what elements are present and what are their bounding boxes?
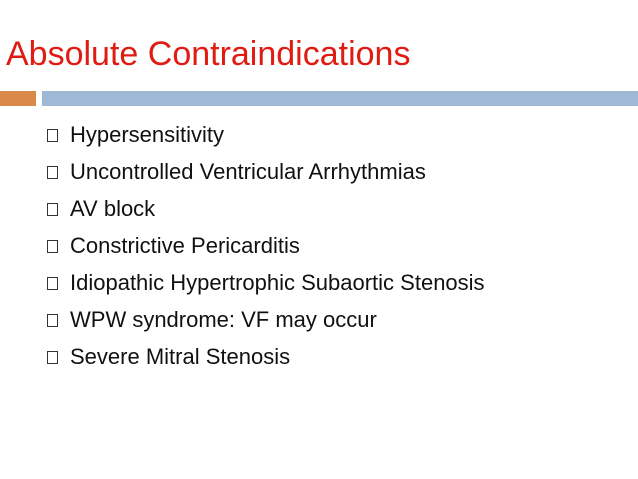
list-item-label: Hypersensitivity <box>70 121 225 147</box>
square-bullet-icon <box>47 351 58 364</box>
square-bullet-icon <box>47 314 58 327</box>
square-bullet-icon <box>47 203 58 216</box>
list-item <box>47 264 485 301</box>
bullet-list <box>47 116 485 375</box>
list-item-label: AV block <box>70 195 156 221</box>
slide-title: Absolute Contraindications <box>6 35 411 73</box>
square-bullet-icon <box>47 240 58 253</box>
list-item-label: WPW syndrome: VF may occur <box>70 306 377 332</box>
title-rule-orange <box>0 91 36 106</box>
title-rule-blue <box>42 91 638 106</box>
list-item <box>47 190 485 227</box>
list-item-label: Uncontrolled Ventricular Arrhythmias <box>70 158 426 184</box>
square-bullet-icon <box>47 129 58 142</box>
list-item <box>47 301 485 338</box>
square-bullet-icon <box>47 277 58 290</box>
list-item <box>47 153 485 190</box>
square-bullet-icon <box>47 166 58 179</box>
list-item <box>47 227 485 264</box>
list-item-label: Idiopathic Hypertrophic Subaortic Stenosis <box>70 269 485 295</box>
list-item-label: Severe Mitral Stenosis <box>70 343 291 369</box>
list-item <box>47 338 485 375</box>
list-item <box>47 116 485 153</box>
list-item-label: Constrictive Pericarditis <box>70 232 300 258</box>
